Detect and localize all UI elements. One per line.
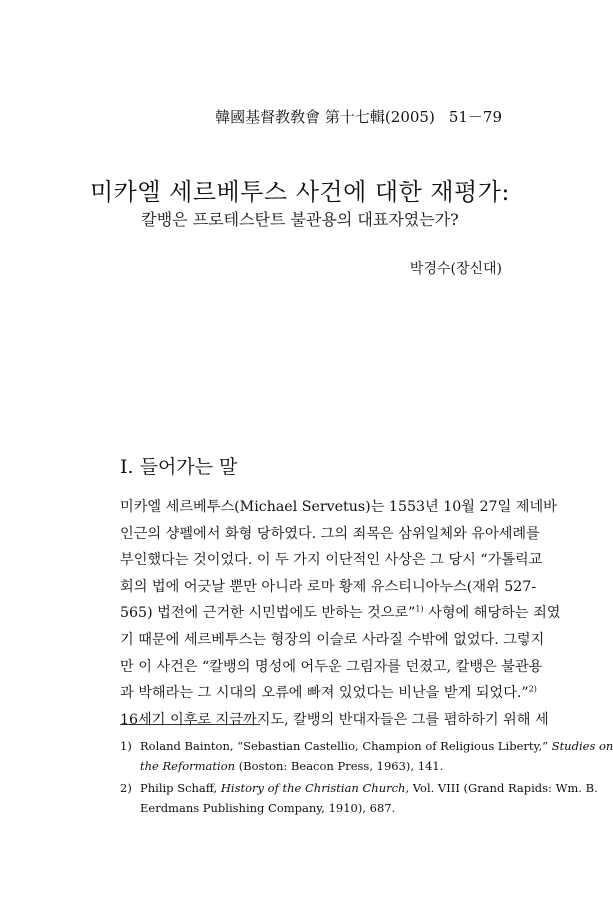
body-line-text: 565) 법전에 근거한 시민법에도 반하는 것으로” xyxy=(120,605,416,622)
article-subtitle: 칼뱅은 프로테스탄트 불관용의 대표자였는가? xyxy=(141,210,459,229)
author-affiliation: 박경수(장신대) xyxy=(409,261,502,277)
body-paragraph xyxy=(120,494,561,733)
footnote-line xyxy=(140,736,613,756)
footnote-italic: Studies on xyxy=(551,739,613,753)
body-line: 16세기 이후로 지금까지도, 칼뱅의 반대자들은 그를 폄하하기 위해 세 xyxy=(120,711,549,728)
footnote-2 xyxy=(120,778,598,818)
footnote-divider xyxy=(120,724,260,725)
footnote-ref-2[interactable]: 2) xyxy=(528,684,537,694)
body-line-with-footnote-2 xyxy=(120,680,537,707)
journal-name: 韓國基督教敎會 第十七輯(2005) xyxy=(215,108,435,126)
footnote-1 xyxy=(120,736,613,776)
body-line-text: 과 박해라는 그 시대의 오류에 빠져 있었다는 비난을 받게 되었다.” xyxy=(120,685,529,702)
section-heading: I. 들어가는 말 xyxy=(120,456,238,478)
page-range: 51－79 xyxy=(448,108,502,126)
running-header xyxy=(215,106,502,127)
footnote-text: (Boston: Beacon Press, 1963), 141. xyxy=(238,759,444,773)
body-line: 미카엘 세르베투스(Michael Servetus)는 1553년 10월 27일 제네바 xyxy=(120,499,557,515)
footnote-number: 1) xyxy=(120,739,132,753)
footnote-ref-1[interactable]: 1) xyxy=(415,604,424,614)
body-line-text-tail: 사형에 해당하는 죄였 xyxy=(423,605,561,622)
body-line: 기 때문에 세르베투스는 형장의 이슬로 사라질 수밖에 없었다. 그렇지 xyxy=(120,631,545,648)
body-line: 만 이 사건은 “칼뱅의 명성에 어두운 그림자를 던졌고, 칼뱅은 불관용 xyxy=(120,658,543,675)
footnote-italic: History of the Christian Church, xyxy=(220,781,410,795)
body-line-with-footnote-1 xyxy=(120,600,561,627)
footnote-line: Eerdmans Publishing Company, 1910), 687. xyxy=(140,801,396,815)
body-line: 회의 법에 어긋날 뿐만 아니라 로마 황제 유스티니아누스(재위 527- xyxy=(120,578,537,595)
footnote-text: Philip Schaff, xyxy=(140,781,218,795)
footnote-italic: the Reformation xyxy=(140,759,236,773)
article-title: 미카엘 세르베투스 사건에 대한 재평가: xyxy=(89,178,511,206)
footnote-text: Vol. VIII (Grand Rapids: Wm. B. xyxy=(412,781,598,795)
footnote-line xyxy=(140,756,500,776)
footnotes xyxy=(120,736,613,820)
footnote-number: 2) xyxy=(120,781,132,795)
body-line: 부인했다는 것이었다. 이 두 가지 이단적인 사상은 그 당시 “가톨릭교 xyxy=(120,552,543,569)
footnote-line xyxy=(140,778,598,798)
footnote-text: Roland Bainton, “Sebastian Castellio, Champion of Religious Liberty,” xyxy=(140,739,549,753)
body-line: 인근의 샹펠에서 화형 당하였다. 그의 죄목은 삼위일체와 유아세례를 xyxy=(120,525,540,542)
